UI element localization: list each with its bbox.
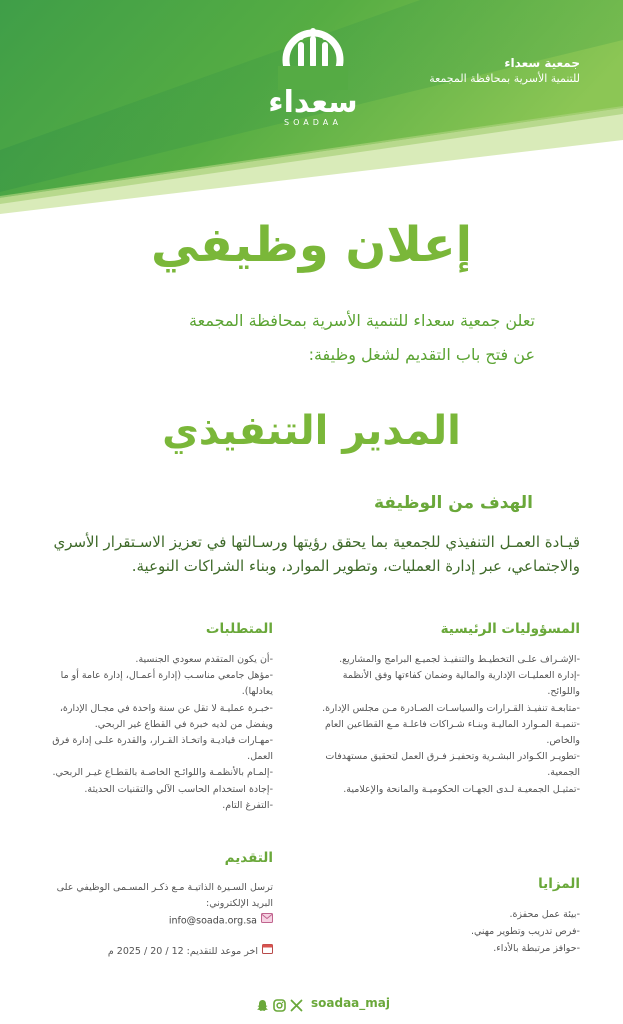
list-item: -تنميـة المـوارد الماليـة وبنـاء شـراكات فاعلـة مـع القطاعين العام والخاص. bbox=[324, 718, 580, 747]
advantages-heading: المزايا bbox=[538, 876, 580, 892]
social-handle[interactable]: soadaa_maj bbox=[311, 996, 390, 1010]
advantages-list bbox=[310, 906, 580, 957]
application-deadline-row bbox=[43, 943, 273, 960]
application-email-row bbox=[43, 913, 273, 930]
logo-mark-icon bbox=[268, 28, 358, 90]
social-footer bbox=[0, 994, 623, 1012]
intro-line-1: تعلن جمعية سعداء للتنمية الأسرية بمحافظة المجمعة bbox=[189, 311, 535, 330]
deadline-text: اخر موعد للتقديم: 12 / 20 / 2025 م bbox=[107, 946, 258, 957]
job-title: المدير التنفيذي bbox=[162, 408, 461, 454]
org-name: جمعية سعداء bbox=[504, 56, 580, 70]
requirements-heading: المتطلبات bbox=[205, 621, 273, 637]
org-subtitle: للتنمية الأسرية بمحافظة المجمعة bbox=[429, 72, 580, 85]
list-item: -إدارة العمليـات الإدارية والمالية وضمان كفاءتها وفق الأنظمة واللوائح. bbox=[342, 670, 580, 698]
list-item: -مهـارات قياديـة واتخـاذ القـرار، والقدرة علـى إدارة فرق العمل. bbox=[52, 735, 273, 763]
list-item: -خبـرة عمليـة لا تقل عن سنة واحدة في مجـال الإدارة، ويفضل من لديه خبرة في القطاع غير الربحي. bbox=[59, 702, 273, 730]
calendar-icon bbox=[262, 943, 273, 960]
logo-latin-text: SOADAA bbox=[284, 118, 342, 127]
goal-text: قيـادة العمـل التنفيذي للجمعية بما يحقق رؤيتها ورسـالتها في تعزيز الاسـتقرار الأسري والاجتماعي، عبر إدارة العمليات، وتطوير الموارد، وبناء الشراكات النوعية. bbox=[53, 533, 580, 575]
list-item: -إجادة استخدام الحاسب الآلي والتقنيات الحديثة. bbox=[84, 783, 273, 795]
list-item: -تطويـر الكـوادر البشـرية وتحفيـز فـرق العمل لتحقيق مستهدفات الجمعية. bbox=[325, 751, 580, 779]
x-icon[interactable] bbox=[290, 997, 303, 1010]
mail-icon bbox=[261, 913, 273, 929]
logo-text: سعداء bbox=[268, 85, 358, 120]
application-heading: التقديم bbox=[224, 850, 273, 866]
org-block bbox=[340, 55, 580, 87]
responsibilities-heading: المسؤوليات الرئيسية bbox=[440, 621, 580, 637]
goal-heading: الهدف من الوظيفة bbox=[373, 493, 533, 513]
application-text: ترسل السـيرة الذاتيـة مـع ذكـر المسـمى الوظيفي على البريد الإلكتروني: bbox=[56, 882, 273, 909]
intro-line-2: عن فتح باب التقديم لشغل وظيفة: bbox=[308, 345, 535, 364]
page-title: إعلان وظيفي bbox=[150, 217, 473, 273]
list-item: -تمثيـل الجمعيـة لـدى الجهـات الحكوميـة والمانحة والإعلامية. bbox=[343, 783, 580, 795]
snapchat-icon[interactable] bbox=[256, 997, 269, 1010]
list-item: -حوافز مرتبطة بالأداء. bbox=[493, 943, 580, 954]
soadaa-logo bbox=[268, 28, 358, 127]
list-item: -أن يكون المتقدم سعودي الجنسية. bbox=[135, 654, 273, 665]
list-item: -الإشـراف علـى التخطيـط والتنفيـذ لجميـع البرامج والمشاريع. bbox=[339, 654, 580, 665]
list-item: -بيئة عمل محفزة. bbox=[509, 909, 580, 920]
social-links bbox=[256, 994, 390, 1012]
instagram-icon[interactable] bbox=[273, 997, 286, 1010]
list-item: -متابعـة تنفيـذ القـرارات والسياسـات الصـادرة مـن مجلس الإدارة. bbox=[322, 702, 580, 714]
requirements-list bbox=[43, 652, 273, 814]
email-link[interactable]: info@soada.org.sa bbox=[168, 915, 257, 927]
list-item: -فرص تدريب وتطوير مهني. bbox=[470, 926, 580, 937]
responsibilities-list bbox=[310, 652, 580, 798]
list-item: -التفرغ التام. bbox=[222, 799, 273, 811]
list-item: -إلمـام بالأنظمـة واللوائـح الخاصـة بالقطـاع غيـر الربحي. bbox=[52, 767, 273, 779]
list-item: -مؤهل جامعي مناسـب (إدارة أعمـال، إدارة عامة أو ما يعادلها). bbox=[60, 670, 273, 698]
